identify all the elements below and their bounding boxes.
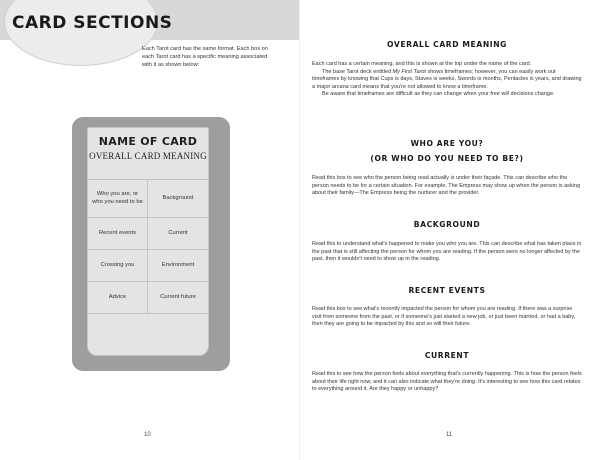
overall-para-1: Each card has a certain meaning, and this is shown at the top under the name of the card. xyxy=(312,61,532,67)
who-paragraph: Read this box to see who the person being read actually is under their façade. This can describe who the person needs to be for a certain situation. For example, The Empress may show up when the person is asking about their family—The Empress being the nurturer and the provider. xyxy=(312,175,581,197)
overall-para-2-end: shows timeframes; however, you can easily work out timeframes by knowing that Cups is days, Staves is weeks, Swords is months, Pentacles is years, and drawing a major arcana card means that you're not allowed to know a timeframe. xyxy=(312,68,582,90)
background-paragraph: Read this to understand what's happened to make you who you are. This can describe what has taken place in the past that is still affecting the person for whom you are reading. If the person were no longer affected by the past, then it wouldn't need to show up in the reading. xyxy=(312,241,582,263)
intro-text: Each Tarot card has the same format. Each box on each Tarot card has a specific meaning associated with it as shown below: xyxy=(142,46,268,68)
cell-advice: Advice xyxy=(88,282,148,313)
card-grid-row xyxy=(88,250,208,282)
overall-paragraphs xyxy=(312,61,582,99)
heading-current: CURRENT xyxy=(424,351,470,360)
current-paragraph: Read this to see how the person feels about everything that's currently happening. This is how the person feels about their life right now, and it can also indicate what they're doing. It's interesting to see how this card relates to everything around it. Are they happy or unhappy? xyxy=(312,371,582,393)
card-meaning-label: OVERALL CARD MEANING xyxy=(89,151,207,161)
cell-who-you-are: Who you are, or who you need to be xyxy=(88,180,148,217)
cell-current-future: Current future xyxy=(160,293,196,300)
section-title: CARD SECTIONS xyxy=(12,13,173,33)
cell-background: Background xyxy=(162,194,194,201)
card-name-label: NAME OF CARD xyxy=(98,135,198,148)
overall-para-2 xyxy=(312,69,582,92)
card-grid xyxy=(88,179,208,314)
overall-para-3: Be aware that timeframes are difficult as they can change when your free will decisions change. xyxy=(322,91,555,98)
card-grid-row xyxy=(88,282,208,314)
heading-recent-events: RECENT EVENTS xyxy=(408,286,486,295)
heading-who-are-you: WHO ARE YOU? xyxy=(410,139,484,148)
page-number-left: 10 xyxy=(144,432,151,438)
card-grid-row xyxy=(88,180,208,218)
deck-title: My First Tarot xyxy=(392,68,426,75)
card-diagram xyxy=(87,127,209,356)
page-number-right: 11 xyxy=(446,432,453,438)
recent-paragraph: Read this box to see what's recently impacted the person for whom you are reading. If there was a surprise visit from someone from the past, or if someone's just started a new job, or just been married, or had a baby, then they are going to be impacted by this and so will their future. xyxy=(312,306,576,328)
cell-crossing-you: Crossing you xyxy=(88,250,148,281)
book-gutter xyxy=(299,0,300,460)
heading-background: BACKGROUND xyxy=(413,220,481,229)
heading-overall-card-meaning: OVERALL CARD MEANING xyxy=(387,40,507,49)
cell-current: Current xyxy=(168,229,188,236)
cell-recent-events: Recent events xyxy=(88,218,148,249)
overall-para-2-start: The base Tarot deck entitled xyxy=(322,68,393,75)
cell-environment: Environment xyxy=(161,261,195,268)
banner-ornament xyxy=(4,0,158,66)
card-grid-row xyxy=(88,218,208,250)
heading-who-need-to-be: (OR WHO DO YOU NEED TO BE?) xyxy=(370,154,524,163)
